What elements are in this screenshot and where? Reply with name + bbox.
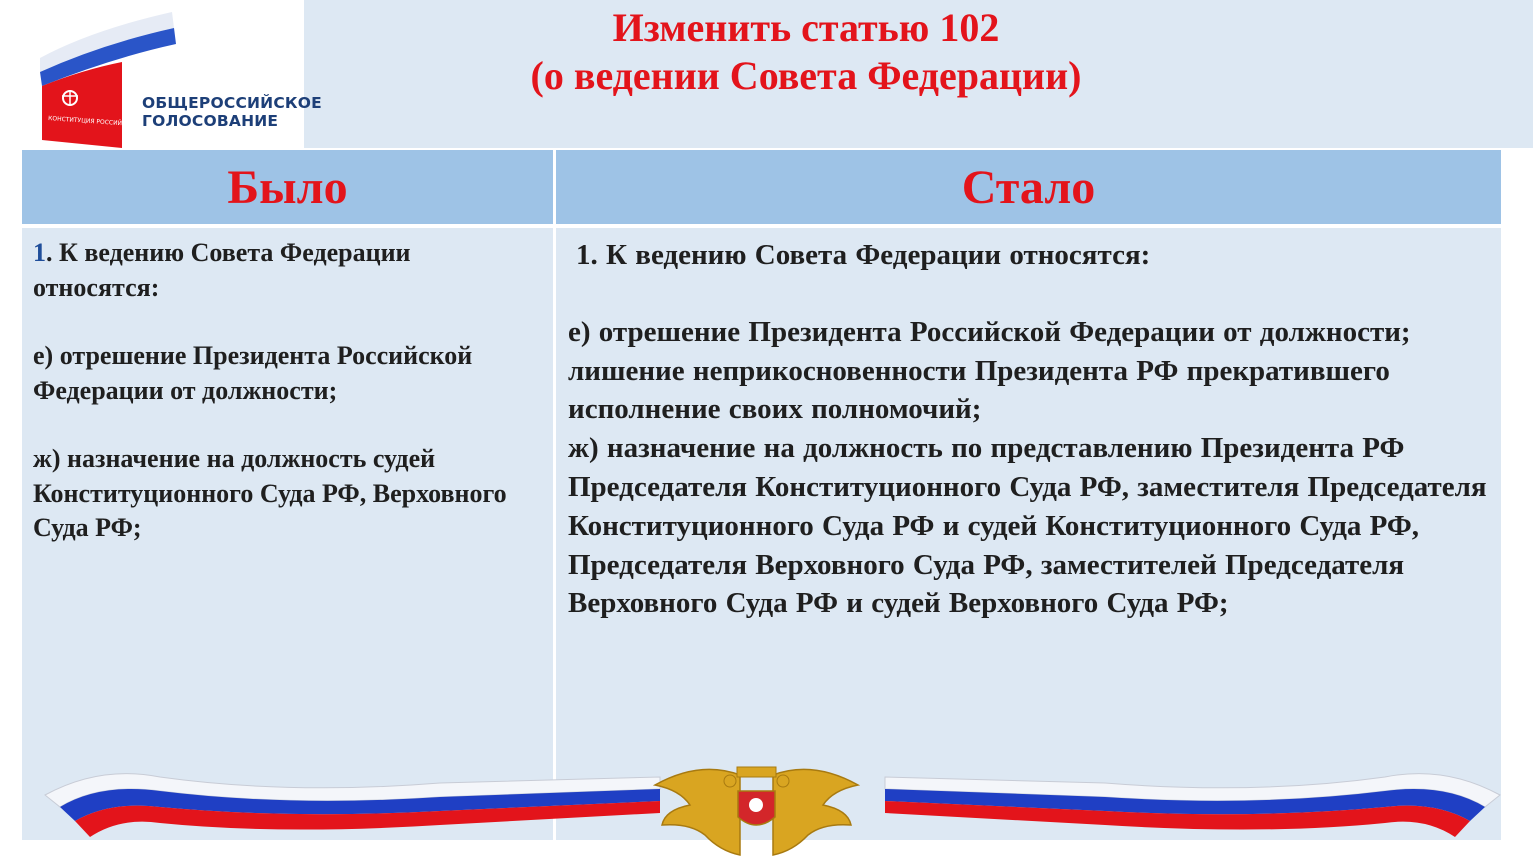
became-intro: 1. К ведению Совета Федерации относятся: [576, 239, 1151, 271]
page-title [304, 4, 1308, 100]
was-text [33, 236, 543, 546]
logo-text [142, 94, 322, 130]
double-headed-eagle-icon [655, 767, 858, 855]
logo-small-text: КОНСТИТУЦИЯ РОССИЙСКОЙ ФЕДЕРАЦИИ [47, 115, 181, 132]
logo-line1: ОБЩЕРОССИЙСКОЕ [142, 94, 322, 112]
was-intro [33, 236, 543, 305]
title-line2: (о ведении Совета Федерации) [530, 53, 1082, 98]
ribbon-logo-icon [22, 0, 304, 155]
was-intro-number: 1 [33, 238, 46, 267]
tricolor-ribbon-icon [40, 755, 1505, 860]
was-item-e: е) отрешение Президента Российской Федерации от должности; [33, 341, 473, 405]
logo-line2: ГОЛОСОВАНИЕ [142, 112, 279, 130]
was-intro-text: . К ведению Совета Федерации относятся: [33, 238, 411, 302]
became-item-zh: ж) назначение на должность по представлению Президента РФ Председателя Конституционного Суда РФ, заместителя Председателя Конституционного Суда РФ и судей Конституционного Суда РФ, Председателя Верховного Суда РФ, заместителей Председателя Верховного Суда РФ и судей Верховного Суда РФ; [568, 432, 1487, 620]
was-item-zh: ж) назначение на должность судей Конституционного Суда РФ, Верховного Суда РФ; [33, 444, 507, 542]
became-item-e: е) отрешение Президента Российской Федерации от должности; лишение неприкосновенности Президента РФ прекратившего исполнение своих полномочий; [568, 315, 1411, 426]
title-line1: Изменить статью 102 [612, 5, 1000, 50]
column-header-became: Стало [556, 150, 1501, 224]
column-header-was: Было [22, 150, 553, 224]
logo [22, 0, 322, 155]
became-text [568, 236, 1498, 623]
